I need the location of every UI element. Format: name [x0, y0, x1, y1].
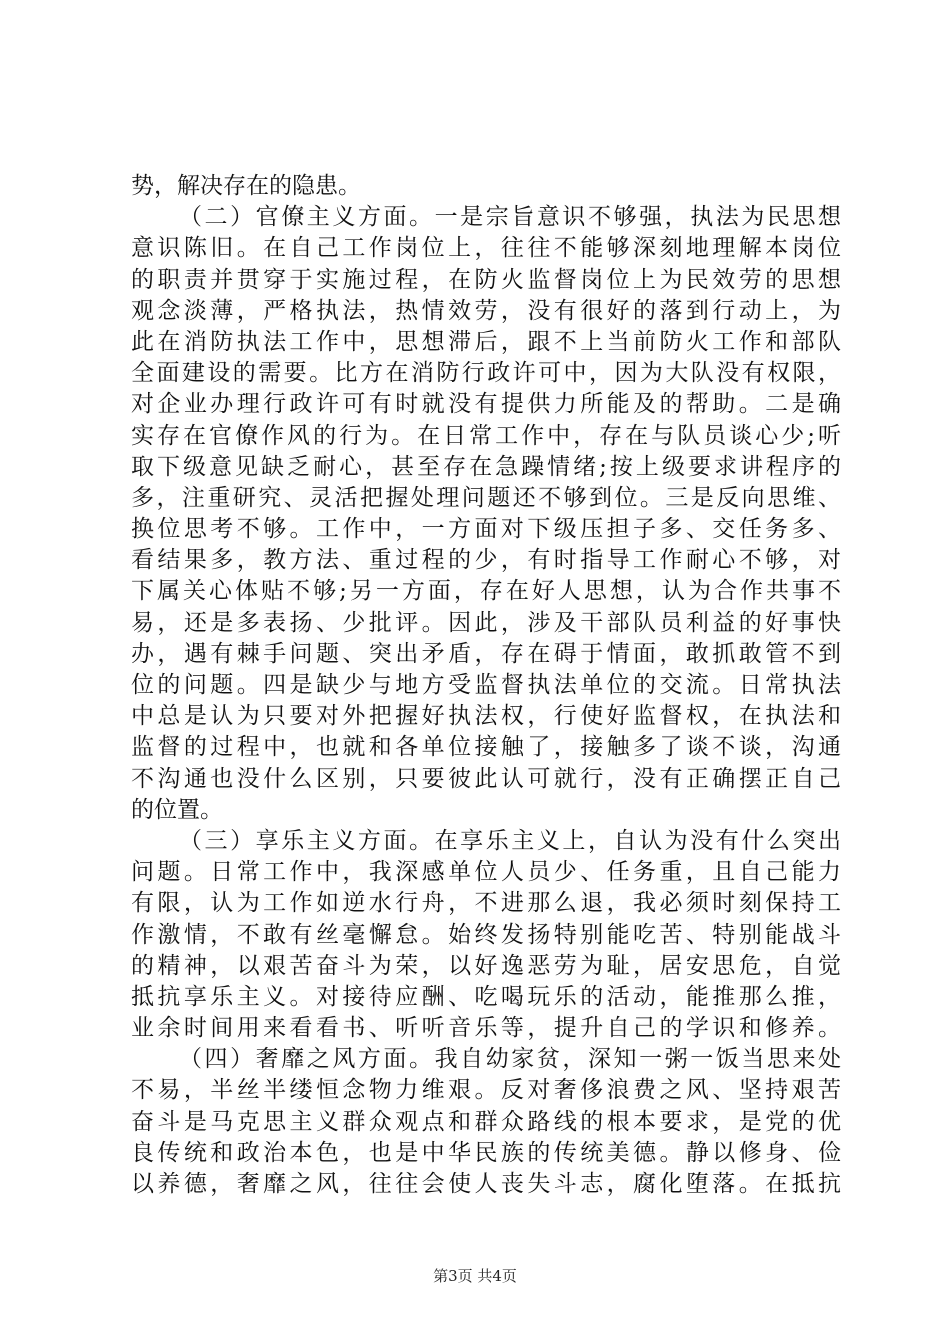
text-line: 不易，半丝半缕恒念物力维艰。反对奢侈浪费之风、坚持艰苦	[131, 1077, 841, 1104]
text-line: 易，还是多表扬、少批评。因此，涉及干部队员利益的好事快	[131, 609, 841, 636]
text-line: 的职责并贯穿于实施过程，在防火监督岗位上为民效劳的思想	[131, 266, 841, 293]
text-line: 意识陈旧。在自己工作岗位上，往往不能够深刻地理解本岗位	[131, 235, 841, 262]
text-line: 的精神，以艰苦奋斗为荣，以好逸恶劳为耻，居安思危，自觉	[131, 952, 841, 979]
paragraph-first-line: （三）享乐主义方面。在享乐主义上，自认为没有什么突出	[179, 827, 841, 854]
text-line: 有限，认为工作如逆水行舟，不进那么退，我必须时刻保持工	[131, 890, 841, 917]
text-line: 实存在官僚作风的行为。在日常工作中，存在与队员谈心少;听	[131, 422, 841, 449]
text-line: 奋斗是马克思主义群众观点和群众路线的根本要求，是党的优	[131, 1108, 841, 1135]
text-line: 全面建设的需要。比方在消防行政许可中，因为大队没有权限，	[131, 360, 841, 387]
text-line: 作激情，不敢有丝毫懈怠。始终发扬特别能吃苦、特别能战斗	[131, 921, 841, 948]
paragraph-first-line: （二）官僚主义方面。一是宗旨意识不够强，执法为民思想	[179, 204, 841, 231]
text-line: 办，遇有棘手问题、突出矛盾，存在碍于情面，敢抓敢管不到	[131, 640, 841, 667]
text-line: 业余时间用来看看书、听听音乐等，提升自己的学识和修养。	[131, 1015, 841, 1042]
text-line: 的位置。	[131, 796, 223, 823]
paragraph-first-line: （四）奢靡之风方面。我自幼家贫，深知一粥一饭当思来处	[179, 1046, 841, 1073]
text-line: 势，解决存在的隐患。	[131, 173, 361, 199]
text-line: 观念淡薄，严格执法，热情效劳，没有很好的落到行动上，为	[131, 297, 841, 324]
text-line: 以养德，奢靡之风，往往会使人丧失斗志，腐化堕落。在抵抗	[131, 1171, 841, 1197]
document-body	[131, 171, 841, 1200]
text-line: 此在消防执法工作中，思想滞后，跟不上当前防火工作和部队	[131, 328, 841, 355]
text-line: 中总是认为只要对外把握好执法权，行使好监督权，在执法和	[131, 703, 841, 730]
text-line: 换位思考不够。工作中，一方面对下级压担子多、交任务多、	[131, 516, 841, 543]
text-line: 良传统和政治本色，也是中华民族的传统美德。静以修身、俭	[131, 1139, 841, 1166]
text-line: 监督的过程中，也就和各单位接触了，接触多了谈不谈，沟通	[131, 734, 841, 761]
text-line: 问题。日常工作中，我深感单位人员少、任务重，且自己能力	[131, 859, 841, 886]
text-line: 取下级意见缺乏耐心，甚至存在急躁情绪;按上级要求讲程序的	[131, 453, 841, 480]
text-line: 多，注重研究、灵活把握处理问题还不够到位。三是反向思维、	[131, 484, 841, 511]
text-line: 抵抗享乐主义。对接待应酬、吃喝玩乐的活动，能推那么推，	[131, 983, 841, 1010]
text-line: 对企业办理行政许可有时就没有提供力所能及的帮助。二是确	[131, 391, 841, 418]
text-line: 位的问题。四是缺少与地方受监督执法单位的交流。日常执法	[131, 672, 841, 698]
text-line: 不沟通也没什么区别，只要彼此认可就行，没有正确摆正自己	[131, 765, 841, 792]
text-line: 看结果多，教方法、重过程的少，有时指导工作耐心不够，对	[131, 547, 841, 574]
text-line: 下属关心体贴不够;另一方面，存在好人思想，认为合作共事不	[131, 578, 841, 605]
page-footer: 第3页 共4页	[433, 1267, 517, 1285]
